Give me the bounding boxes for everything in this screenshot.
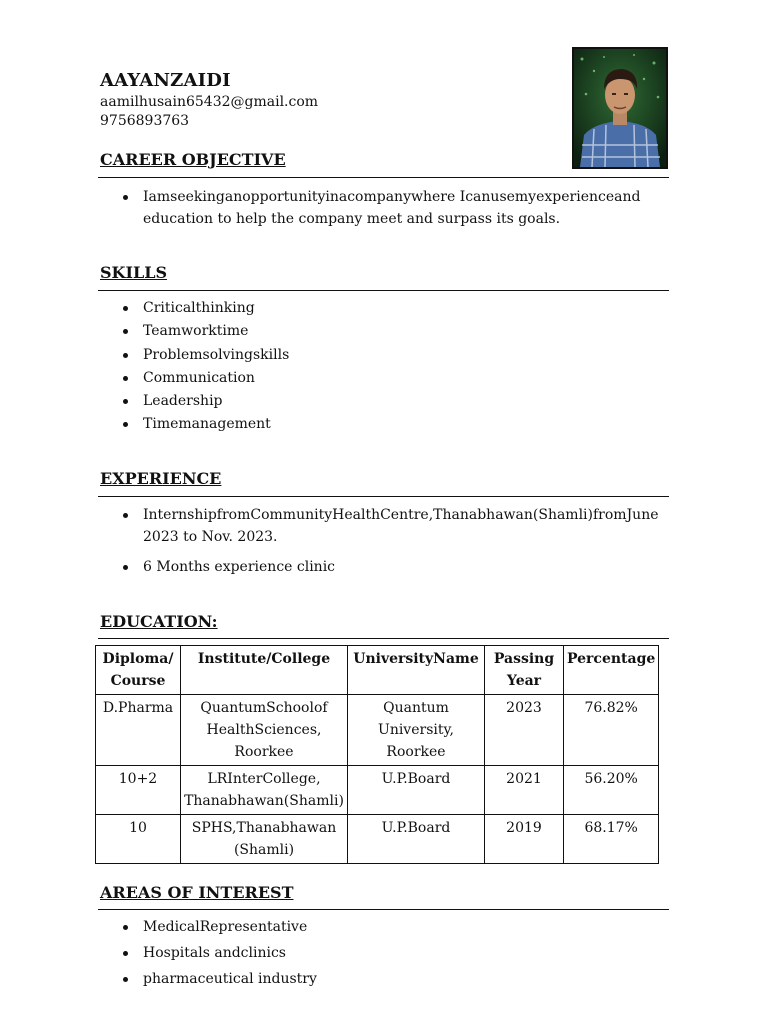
table-cell: U.P.Board [348, 766, 485, 815]
divider [98, 177, 669, 178]
candidate-name: AAYANZAIDI [100, 70, 231, 91]
profile-photo [572, 47, 668, 169]
table-cell: 10+2 [96, 766, 181, 815]
table-cell: 76.82% [564, 695, 659, 766]
education-heading: EDUCATION: [100, 612, 218, 631]
list-item: InternshipfromCommunityHealthCentre,Thanabhawan(Shamli)fromJune 2023 to Nov. 2023. [100, 504, 675, 548]
list-item: Hospitals andclinics [100, 942, 675, 964]
table-cell: SPHS,Thanabhawan (Shamli) [181, 815, 348, 864]
table-cell: LRInterCollege, Thanabhawan(Shamli) [181, 766, 348, 815]
experience-heading: EXPERIENCE [100, 469, 222, 488]
table-header-row [96, 646, 659, 695]
list-item: MedicalRepresentative [100, 916, 675, 938]
list-item: pharmaceutical industry [100, 968, 675, 990]
table-cell: QuantumSchoolof HealthSciences, Roorkee [181, 695, 348, 766]
career-objective-list [100, 186, 675, 230]
table-row [96, 695, 659, 766]
divider [98, 290, 669, 291]
list-item: Iamseekinganopportunityinacompanywhere Icanusemyexperienceand education to help the company meet and surpass its goals. [100, 186, 675, 230]
table-cell: 56.20% [564, 766, 659, 815]
divider [98, 638, 669, 639]
table-row [96, 766, 659, 815]
list-item: Criticalthinking [100, 297, 660, 319]
table-cell: U.P.Board [348, 815, 485, 864]
column-header: Diploma/ Course [96, 646, 181, 695]
table-cell: 2019 [485, 815, 564, 864]
table-cell: 10 [96, 815, 181, 864]
divider [98, 909, 669, 910]
list-item: Timemanagement [100, 413, 660, 435]
list-item: 6 Months experience clinic [100, 556, 675, 578]
table-cell: Quantum University, Roorkee [348, 695, 485, 766]
table-cell: 2021 [485, 766, 564, 815]
list-item: Teamworktime [100, 320, 660, 342]
areas-of-interest-heading: AREAS OF INTEREST [100, 883, 294, 902]
column-header: UniversityName [348, 646, 485, 695]
career-objective-heading: CAREER OBJECTIVE [100, 150, 286, 169]
divider [98, 496, 669, 497]
column-header: Institute/College [181, 646, 348, 695]
experience-list [100, 504, 675, 578]
skills-list [100, 297, 660, 435]
phone-text: 9756893763 [100, 113, 190, 129]
interests-list [100, 916, 675, 990]
list-item: Communication [100, 367, 660, 389]
table-row [96, 815, 659, 864]
list-item: Leadership [100, 390, 660, 412]
table-cell: 68.17% [564, 815, 659, 864]
skills-heading: SKILLS [100, 263, 167, 282]
column-header: Percentage [564, 646, 659, 695]
column-header: Passing Year [485, 646, 564, 695]
table-cell: D.Pharma [96, 695, 181, 766]
email-text: aamilhusain65432@gmail.com [100, 94, 319, 110]
education-table [95, 645, 659, 864]
table-cell: 2023 [485, 695, 564, 766]
list-item: Problemsolvingskills [100, 344, 660, 366]
